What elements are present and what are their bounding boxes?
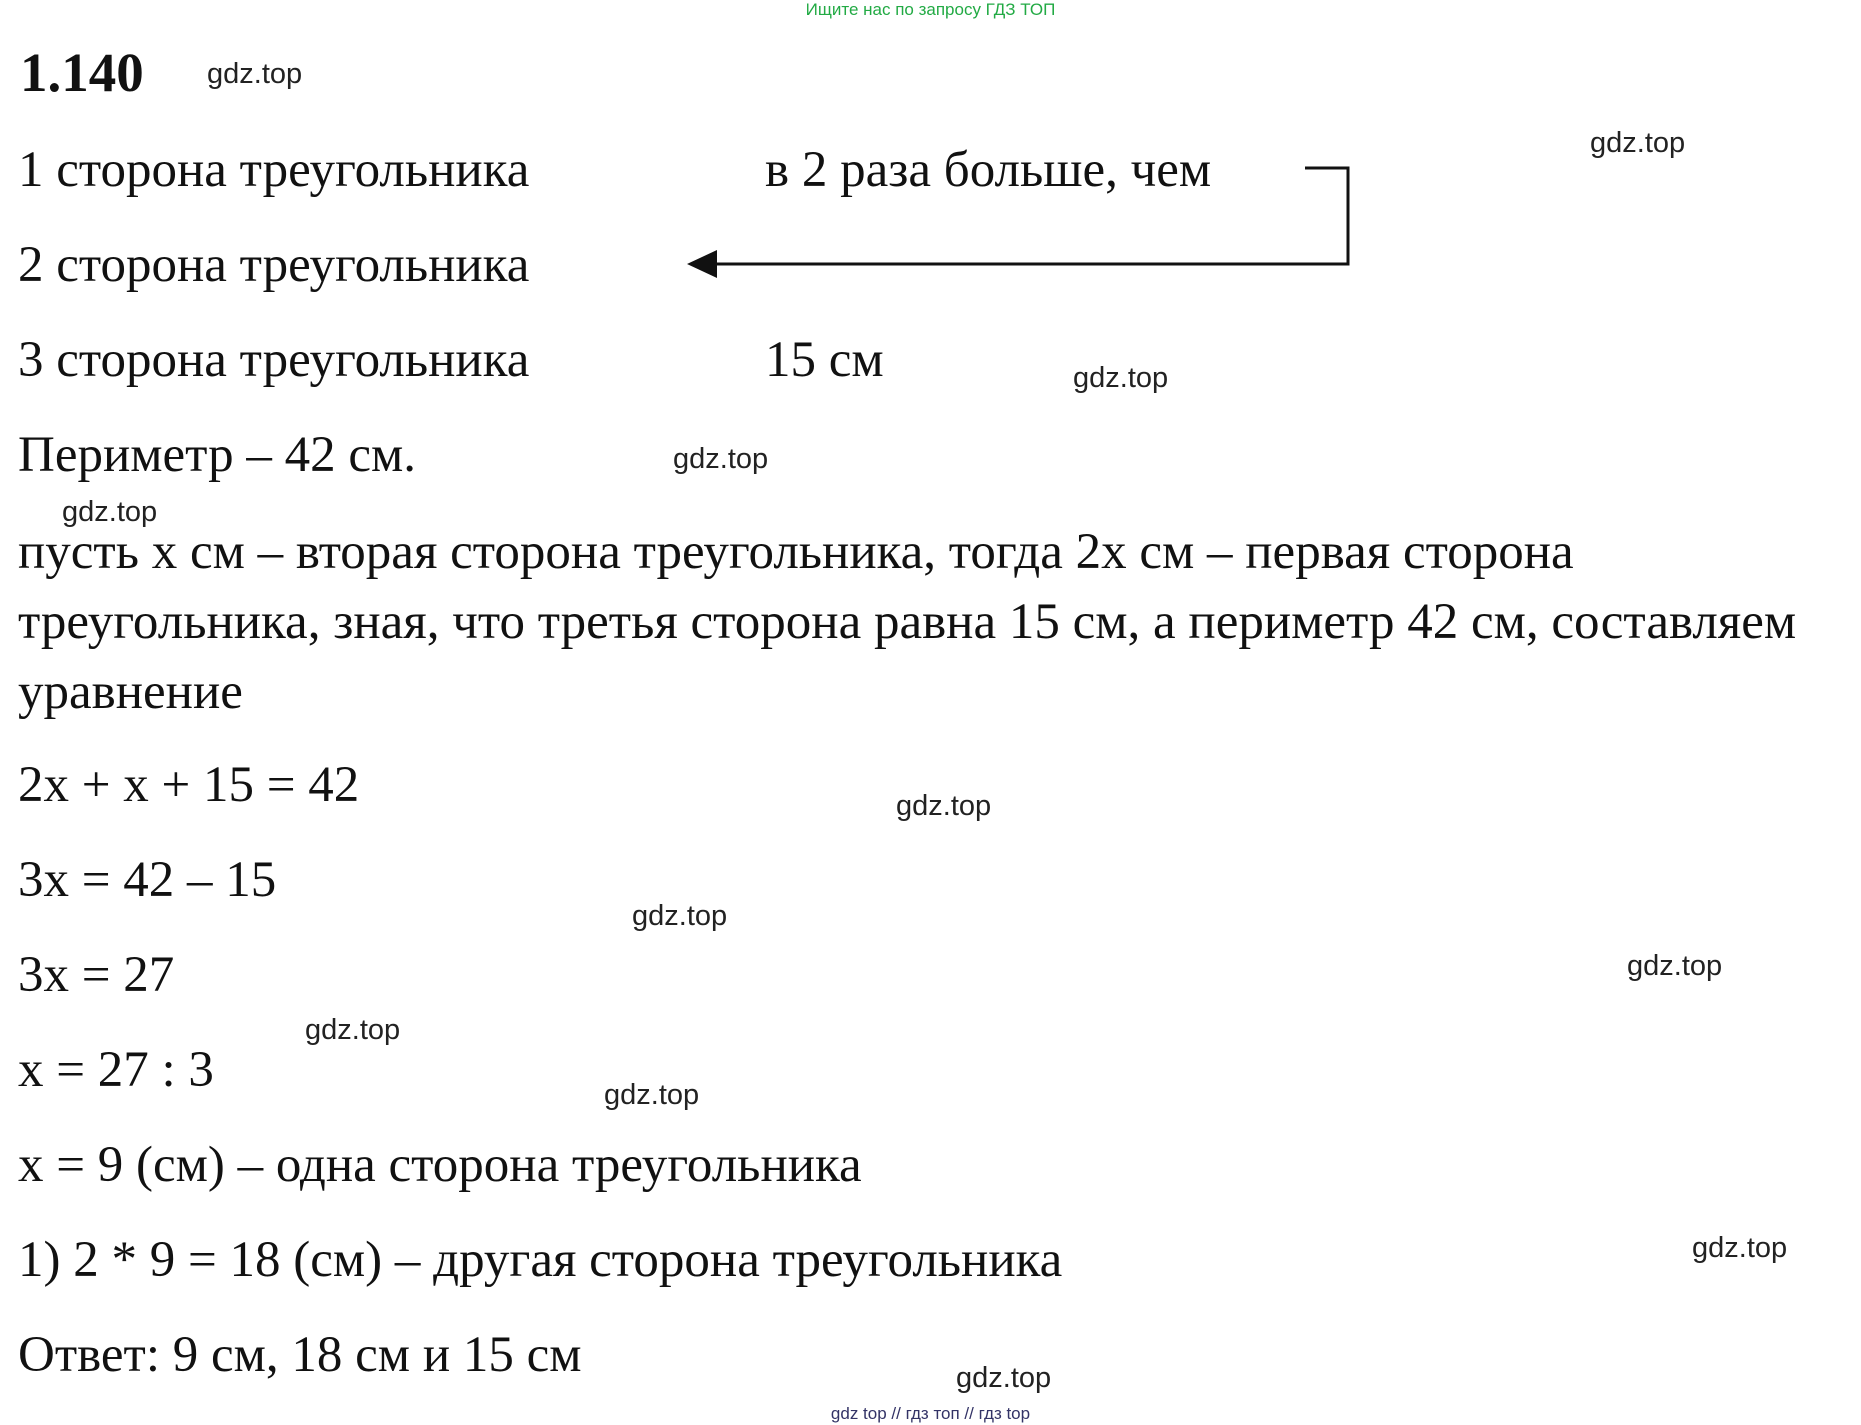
side3-value: 15 см bbox=[765, 332, 884, 388]
equation-line-3: 3x = 27 bbox=[18, 947, 175, 1003]
side1-value: в 2 раза больше, чем bbox=[765, 142, 1212, 198]
equation-line-1: 2x + x + 15 = 42 bbox=[18, 757, 360, 813]
step-1-line: 1) 2 * 9 = 18 (см) – другая сторона треугольника bbox=[18, 1232, 1063, 1288]
problem-number: 1.140 bbox=[20, 42, 144, 103]
side2-label: 2 сторона треугольника bbox=[18, 237, 530, 293]
answer-line: Ответ: 9 см, 18 см и 15 см bbox=[18, 1327, 582, 1383]
explanation-text: пусть x см – вторая сторона треугольника, тогда 2x см – первая сторона треугольника, зная, что третья сторона равна 15 см, а периметр 42 см, составляем уравнение bbox=[18, 524, 1797, 720]
watermark: gdz.top bbox=[632, 900, 728, 932]
equation-line-4: x = 27 : 3 bbox=[18, 1042, 214, 1098]
top-banner: Ищите нас по запросу ГДЗ ТОП bbox=[805, 0, 1056, 19]
side1-label: 1 сторона треугольника bbox=[18, 142, 530, 198]
watermark: gdz.top bbox=[207, 58, 303, 90]
watermark: gdz.top bbox=[1590, 127, 1686, 159]
side3-label: 3 сторона треугольника bbox=[18, 332, 530, 388]
watermark: gdz.top bbox=[956, 1362, 1052, 1394]
watermark: gdz.top bbox=[673, 443, 769, 475]
watermark: gdz.top bbox=[1692, 1232, 1788, 1264]
footer-links: gdz top // гдз топ // гдз top bbox=[830, 1404, 1031, 1423]
watermark: gdz.top bbox=[305, 1014, 401, 1046]
equation-line-2: 3x = 42 – 15 bbox=[18, 852, 277, 908]
watermark: gdz.top bbox=[1627, 950, 1723, 982]
watermark: gdz.top bbox=[62, 496, 158, 528]
watermark: gdz.top bbox=[896, 790, 992, 822]
watermark: gdz.top bbox=[1073, 362, 1169, 394]
equation-line-5: x = 9 (см) – одна сторона треугольника bbox=[18, 1137, 862, 1193]
perimeter-line: Периметр – 42 см. bbox=[18, 427, 416, 483]
watermark: gdz.top bbox=[604, 1079, 700, 1111]
